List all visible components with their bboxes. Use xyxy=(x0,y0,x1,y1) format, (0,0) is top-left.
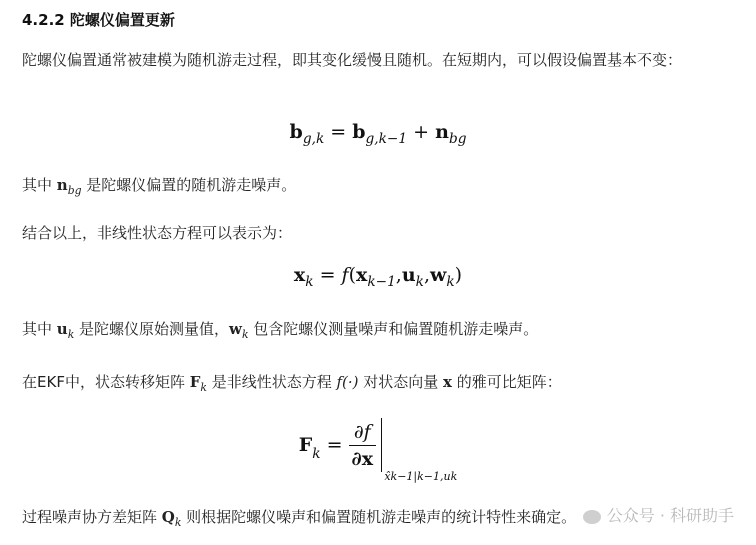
eq3-lhs-subscript: k xyxy=(312,446,321,462)
watermark-text: 公众号 · 科研助手 xyxy=(606,506,734,525)
para4-w-subscript: k xyxy=(241,327,249,341)
eq2-arg2-subscript: k xyxy=(415,273,424,290)
eq2-close-paren: ) xyxy=(454,264,463,286)
para5-pre: 在EKF中，状态转移矩阵 xyxy=(22,373,190,391)
para5-f-expression: f(·) xyxy=(336,373,359,391)
eq2-comma1: , xyxy=(395,264,402,286)
eq1-equals: = xyxy=(330,121,347,143)
eq1-term2-subscript: bg xyxy=(448,130,467,147)
eq2-arg3-subscript: k xyxy=(446,273,455,290)
eq3-lhs-symbol: F xyxy=(298,434,313,456)
eq3-denominator: ∂x xyxy=(351,447,374,470)
para2-post: 是陀螺仪偏置的随机游走噪声。 xyxy=(81,176,297,194)
para6-Q-subscript: k xyxy=(174,515,182,529)
eq2-equals: = xyxy=(319,264,336,286)
eq2-open-paren: ( xyxy=(348,264,357,286)
equation-bias-update xyxy=(0,121,756,147)
eq1-plus: + xyxy=(413,121,430,143)
eq3-numerator: ∂f xyxy=(349,419,376,446)
eq1-term1-subscript: g,k−1 xyxy=(365,130,408,147)
para4-post: 包含陀螺仪测量噪声和偏置随机游走噪声。 xyxy=(248,320,539,338)
para5-F-symbol: F xyxy=(189,373,201,391)
eq3-equals: = xyxy=(326,434,343,456)
eq1-term2-symbol: n xyxy=(435,121,449,143)
para4-pre: 其中 xyxy=(22,320,57,338)
para5-mid2: 对状态向量 xyxy=(358,373,444,391)
eq2-arg2-symbol: u xyxy=(401,264,416,286)
para2-pre: 其中 xyxy=(22,176,57,194)
para2-subscript: bg xyxy=(67,183,82,197)
eq1-lhs-symbol: b xyxy=(289,121,303,143)
para5-x-symbol: x xyxy=(443,373,452,391)
paragraph-input-def xyxy=(22,316,742,348)
para2-symbol: n xyxy=(56,176,68,194)
eq2-arg1-symbol: x xyxy=(356,264,368,286)
section-heading: 4.2.2 陀螺仪偏置更新 xyxy=(22,11,175,29)
eq3-evaluation-subscript: x̂k−1|k−1,uk xyxy=(384,470,458,483)
watermark xyxy=(583,503,734,526)
para5-mid: 是非线性状态方程 xyxy=(206,373,337,391)
para4-mid: 是陀螺仪原始测量值， xyxy=(74,320,230,338)
eq2-lhs-symbol: x xyxy=(293,264,306,286)
eq3-evaluation-bar xyxy=(381,418,382,472)
para5-post: 的雅可比矩阵： xyxy=(452,373,562,391)
para6-pre: 过程噪声协方差矩阵 xyxy=(22,508,162,526)
para4-u-symbol: u xyxy=(56,320,68,338)
para4-u-subscript: k xyxy=(67,327,75,341)
eq2-arg3-symbol: w xyxy=(430,264,447,286)
para5-F-subscript: k xyxy=(200,380,207,394)
equation-jacobian xyxy=(0,418,756,483)
eq2-lhs-subscript: k xyxy=(305,273,314,290)
eq2-comma2: , xyxy=(423,264,431,286)
paragraph-jacobian-intro xyxy=(22,369,742,401)
paragraph-noise-def xyxy=(22,172,742,204)
equation-state xyxy=(0,264,756,290)
eq2-arg1-subscript: k−1 xyxy=(367,273,396,290)
eq1-lhs-subscript: g,k xyxy=(302,130,325,147)
eq2-function: f xyxy=(341,264,349,286)
eq3-fraction xyxy=(349,419,376,472)
para6-Q-symbol: Q xyxy=(161,508,175,526)
para6-post: 则根据陀螺仪噪声和偏置随机游走噪声的统计特性来确定。 xyxy=(181,508,577,526)
eq1-term1-symbol: b xyxy=(352,121,366,143)
wechat-icon xyxy=(583,510,601,524)
para4-w-symbol: w xyxy=(229,320,242,338)
paragraph-bias-model: 陀螺仪偏置通常被建模为随机游走过程，即其变化缓慢且随机。在短期内，可以假设偏置基本不变： xyxy=(22,51,683,69)
paragraph-state-intro: 结合以上，非线性状态方程可以表示为： xyxy=(22,224,293,242)
